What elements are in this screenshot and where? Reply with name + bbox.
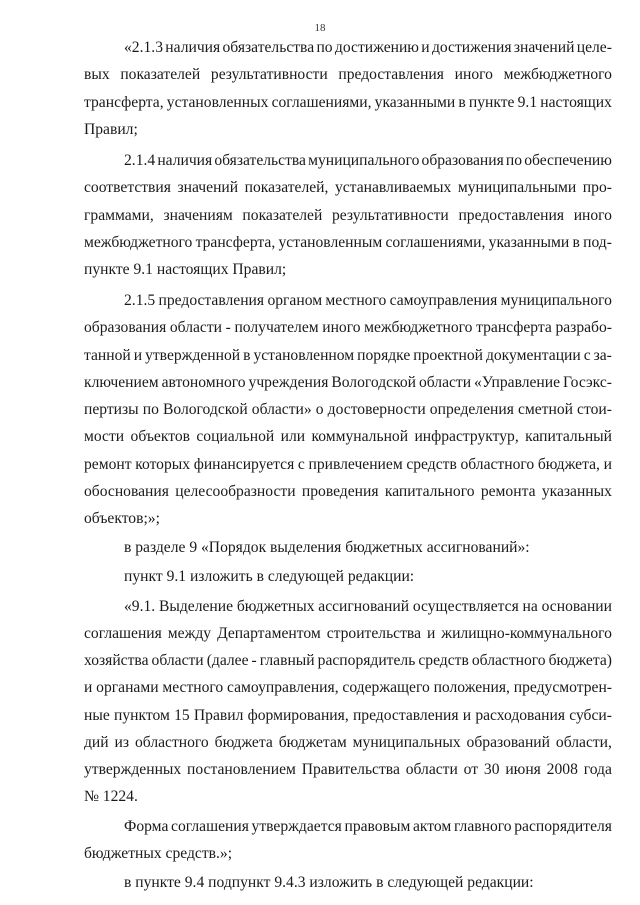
text-line: граммами, значениям показателей результативности предоставления иного bbox=[84, 207, 612, 224]
text-line: «2.1.3 наличия обязательства по достижению и достижения значений целе- bbox=[124, 39, 612, 56]
text-line: ключением автономного учреждения Вологодской области «Управление Госэкс- bbox=[84, 374, 612, 391]
text-line: хозяйства области (далее - главный распорядитель средств областного бюджета) bbox=[84, 652, 612, 669]
text-line: Правил; bbox=[84, 121, 138, 138]
text-line: № 1224. bbox=[84, 788, 138, 805]
text-line: пункт 9.1 изложить в следующей редакции: bbox=[124, 568, 415, 585]
text-line: пертизы по Вологодской области» о достоверности определения сметной стои- bbox=[84, 401, 612, 418]
text-line: дий из областного бюджета бюджетам муниципальных образований области, bbox=[84, 734, 612, 751]
text-line: ремонт которых финансируется с привлечением средств областного бюджета, и bbox=[84, 456, 612, 473]
text-line: танной и утвержденной в установленном порядке проектной документации с за- bbox=[84, 347, 612, 364]
text-line: трансферта, установленных соглашениями, указанными в пункте 9.1 настоящих bbox=[84, 94, 612, 111]
text-line: в разделе 9 «Порядок выделения бюджетных ассигнований»: bbox=[124, 539, 530, 556]
text-line: в пункте 9.4 подпункт 9.4.3 изложить в следующей редакции: bbox=[124, 874, 534, 891]
text-line: соглашения между Департаментом строительства и жилищно-коммунального bbox=[84, 625, 612, 642]
text-line: «9.1. Выделение бюджетных ассигнований осуществляется на основании bbox=[124, 598, 612, 615]
text-line: обоснования целесообразности проведения капитального ремонта указанных bbox=[84, 483, 612, 500]
page-number: 18 bbox=[314, 22, 326, 34]
text-line: образования области - получателем иного межбюджетного трансферта разрабо- bbox=[84, 319, 612, 336]
text-line: объектов;»; bbox=[84, 510, 160, 527]
text-line: Форма соглашения утверждается правовым актом главного распорядителя bbox=[124, 818, 612, 835]
text-line: бюджетных средств.»; bbox=[84, 845, 233, 862]
text-line: вых показателей результативности предоставления иного межбюджетного bbox=[84, 66, 612, 83]
text-line: утвержденных постановлением Правительства области от 30 июня 2008 года bbox=[84, 761, 612, 778]
text-line: мости объектов социальной или коммунальной инфраструктур, капитальный bbox=[84, 428, 612, 445]
text-line: соответствия значений показателей, устанавливаемых муниципальными про- bbox=[84, 179, 612, 196]
text-line: межбюджетного трансферта, установленным соглашениями, указанными в под- bbox=[84, 234, 612, 251]
text-line: и органами местного самоуправления, содержащего положения, предусмотрен- bbox=[84, 679, 612, 696]
text-line: ные пунктом 15 Правил формирования, предоставления и расходования субси- bbox=[84, 707, 612, 724]
text-line: 2.1.4 наличия обязательства муниципального образования по обеспечению bbox=[124, 152, 612, 169]
text-line: 2.1.5 предоставления органом местного самоуправления муниципального bbox=[124, 292, 612, 309]
text-line: пункте 9.1 настоящих Правил; bbox=[84, 261, 287, 278]
